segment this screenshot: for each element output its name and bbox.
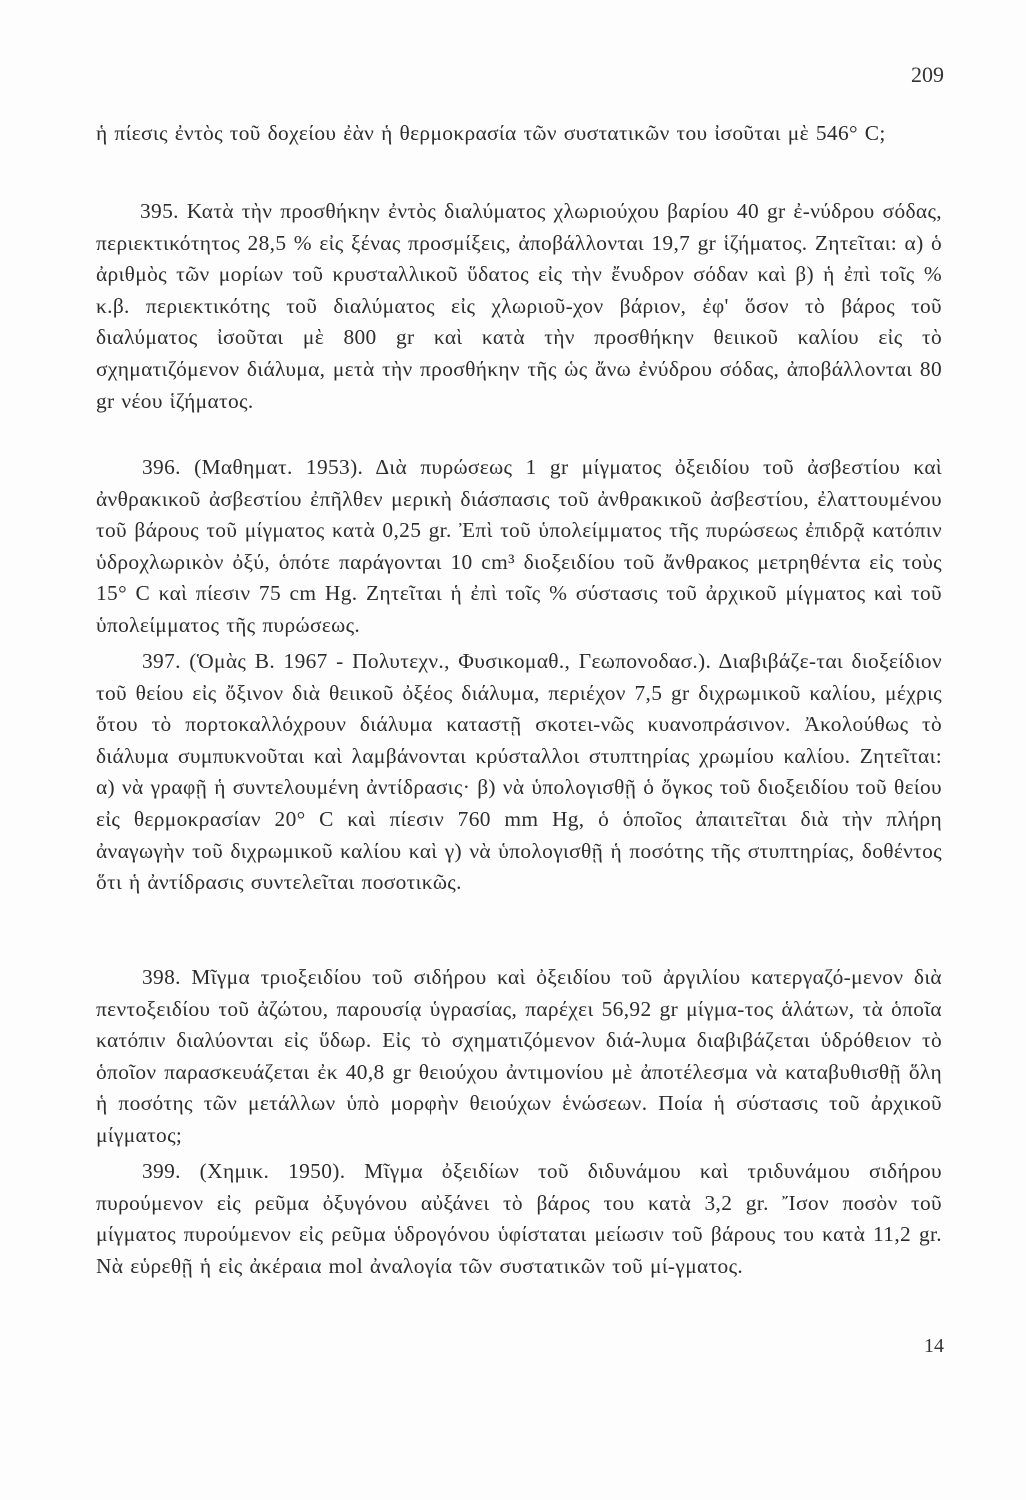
paragraph-intro-text: ἡ πίεσις ἐντὸς τοῦ δοχείου ἐὰν ἡ θερμοκρασία τῶν συστατικῶν του ἰσοῦται μὲ 546° C; [96,121,886,145]
signature-mark: 14 [924,1335,944,1357]
paragraph-intro [96,118,942,150]
problem-396 [96,452,942,642]
problem-397-text: 397. (Ὁμὰς Β. 1967 - Πολυτεχν., Φυσικομαθ., Γεωπονοδασ.). Διαβιβάζε-ται διοξείδιον τοῦ θείου εἰς ὄξινον διὰ θειικοῦ ὀξέος διάλυμα, περιέχον 7,5 gr διχρωμικοῦ καλίου, μέχρις ὅτου τὸ πορτοκαλλόχρουν διάλυμα καταστῇ σκοτει-νῶς κυανοπράσινον. Ἀκολούθως τὸ διάλυμα συμπυκνοῦται καὶ λαμβάνονται κρύσταλλοι στυπτηρίας χρωμίου καλίου. Ζητεῖται: α) νὰ γραφῇ ἡ συντελουμένη ἀντίδρασις· β) νὰ ὑπολογισθῇ ὁ ὄγκος τοῦ διοξειδίου τοῦ θείου εἰς θερμοκρασίαν 20° C καὶ πίεσιν 760 mm Hg, ὁ ὁποῖος ἀπαιτεῖται διὰ τὴν πλήρη ἀναγωγὴν τοῦ διχρωμικοῦ καλίου καὶ γ) νὰ ὑπολογισθῇ ἡ ποσότης τῆς στυπτηρίας, δοθέντος ὅτι ἡ ἀντίδρασις συντελεῖται ποσοτικῶς. [96,649,942,895]
problem-397 [96,646,942,899]
problem-396-text: 396. (Μαθηματ. 1953). Διὰ πυρώσεως 1 gr μίγματος ὀξειδίου τοῦ ἀσβεστίου καὶ ἀνθρακικοῦ ἀσβεστίου ἐπῆλθεν μερικὴ διάσπασις τοῦ ἀνθρακικοῦ ἀσβεστίου, ἐλαττουμένου τοῦ βάρους τοῦ μίγματος κατὰ 0,25 gr. Ἐπὶ τοῦ ὑπολείμματος τῆς πυρώσεως ἐπιδρᾷ κατόπιν ὑδροχλωρικὸν ὀξύ, ὁπότε παράγονται 10 cm³ διοξειδίου τοῦ ἄνθρακος μετρηθέντα εἰς τοὺς 15° C καὶ πίεσιν 75 cm Hg. Ζητεῖται ἡ ἐπὶ τοῖς % σύστασις τοῦ ἀρχικοῦ μίγματος καὶ τοῦ ὑπολείμματος τῆς πυρώσεως. [96,455,942,637]
problem-398 [96,962,942,1152]
problem-395 [96,196,942,417]
page-number: 209 [911,62,944,87]
problem-395-text: 395. Κατὰ τὴν προσθήκην ἐντὸς διαλύματος χλωριούχου βαρίου 40 gr ἐ-νύδρου σόδας, περιεκτικότητος 28,5 % εἰς ξένας προσμίξεις, ἀποβάλλονται 19,7 gr ἱζήματος. Ζητεῖται: α) ὁ ἀριθμὸς τῶν μορίων τοῦ κρυσταλλικοῦ ὕδατος εἰς τὴν ἔνυδρον σόδαν καὶ β) ἡ ἐπὶ τοῖς % κ.β. περιεκτικότης τοῦ διαλύματος εἰς χλωριοῦ-χον βάριον, ἐφ' ὅσον τὸ βάρος τοῦ διαλύματος ἰσοῦται μὲ 800 gr καὶ κατὰ τὴν προσθήκην θειικοῦ καλίου εἰς τὸ σχηματιζόμενον διάλυμα, μετὰ τὴν προσθήκην τῆς ὡς ἄνω ἐνύδρου σόδας, ἀποβάλλονται 80 gr νέου ἱζήματος. [96,199,942,413]
problem-399 [96,1156,942,1282]
problem-398-text: 398. Μῖγμα τριοξειδίου τοῦ σιδήρου καὶ ὀξειδίου τοῦ ἀργιλίου κατεργαζό-μενον διὰ πεντοξειδίου τοῦ ἀζώτου, παρουσίᾳ ὑγρασίας, παρέχει 56,92 gr μίγμα-τος ἁλάτων, τὰ ὁποῖα κατόπιν διαλύονται εἰς ὕδωρ. Εἰς τὸ σχηματιζόμενον διά-λυμα διαβιβάζεται ὑδρόθειον τὸ ὁποῖον παρασκευάζεται ἐκ 40,8 gr θειούχου ἀντιμονίου μὲ ἀποτέλεσμα νὰ καταβυθισθῇ ὅλη ἡ ποσότης τῶν μετάλλων ὑπὸ μορφὴν θειούχων ἑνώσεων. Ποία ἡ σύστασις τοῦ ἀρχικοῦ μίγματος; [96,965,942,1147]
problem-399-text: 399. (Χημικ. 1950). Μῖγμα ὀξειδίων τοῦ διδυνάμου καὶ τριδυνάμου σιδήρου πυρούμενον εἰς ρεῦμα ὀξυγόνου αὐξάνει τὸ βάρος του κατὰ 3,2 gr. Ἴσον ποσὸν τοῦ μίγματος πυρούμενον εἰς ρεῦμα ὑδρογόνου ὑφίσταται μείωσιν τοῦ βάρους του κατὰ 11,2 gr. Νὰ εὑρεθῇ ἡ εἰς ἀκέραια mol ἀναλογία τῶν συστατικῶν τοῦ μί-γματος. [96,1159,942,1278]
